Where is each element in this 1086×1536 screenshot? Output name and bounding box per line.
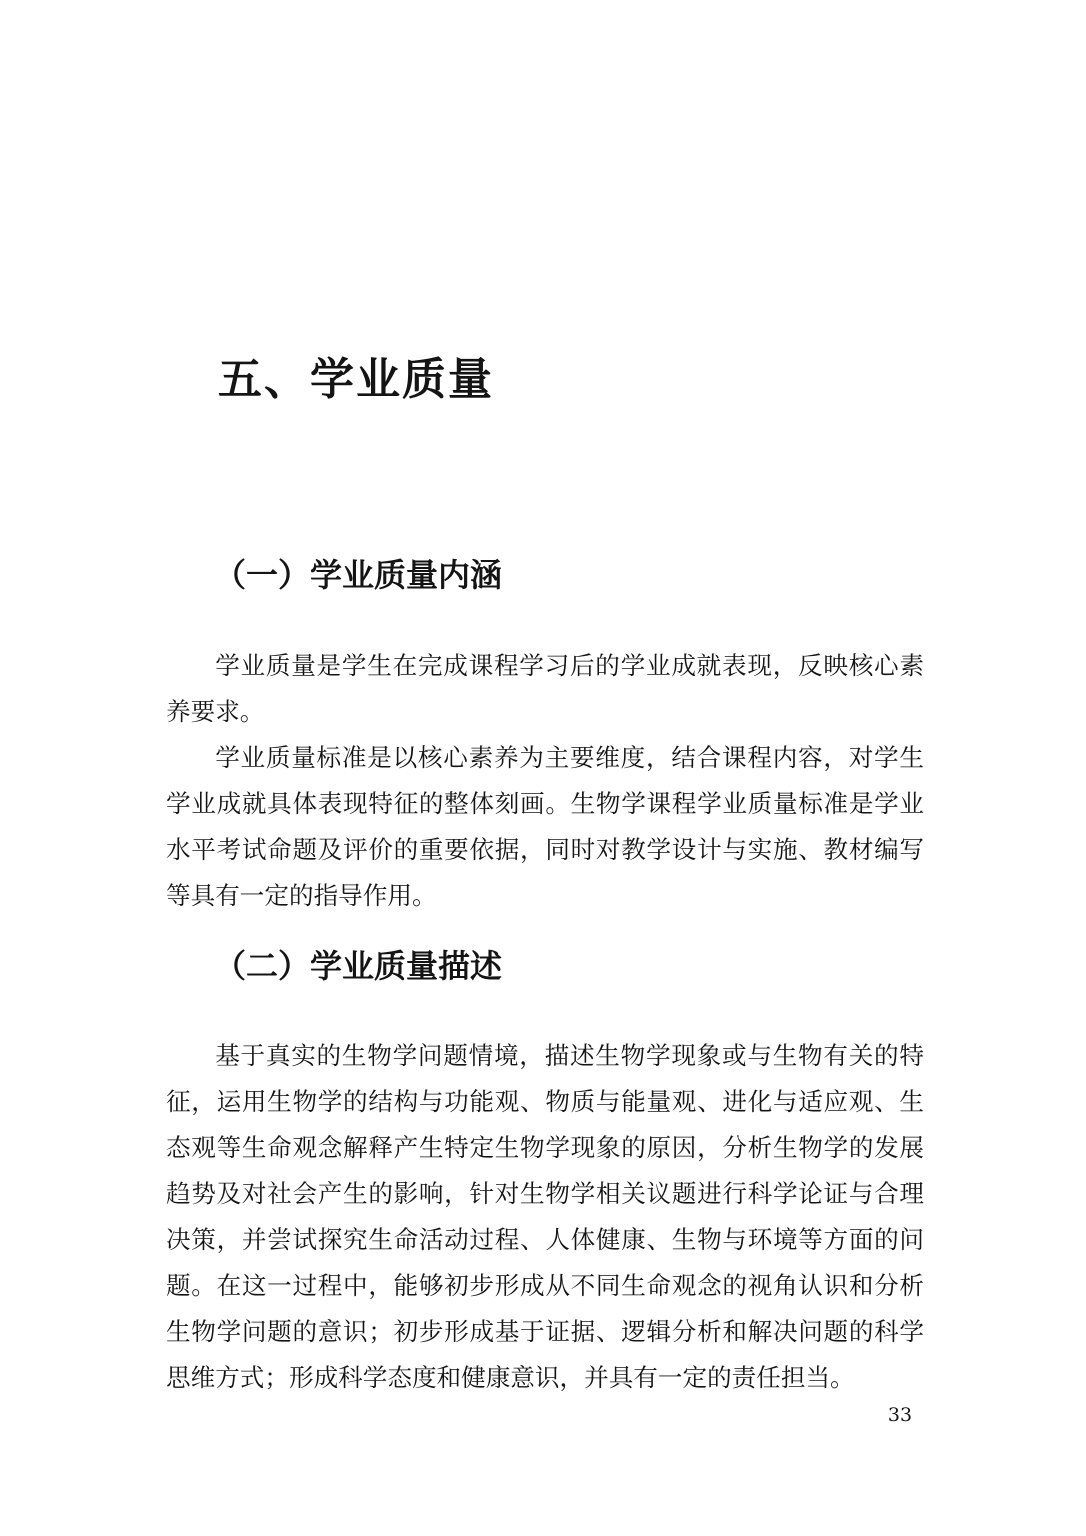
paragraph-quality-description: 基于真实的生物学问题情境，描述生物学现象或与生物有关的特征，运用生物学的结构与功能观、物质与能量观、进化与适应观、生态观等生命观念解释产生特定生物学现象的原因，分析生物学的发展趋势及对社会产生的影响，针对生物学相关议题进行科学论证与合理决策，并尝试探究生命活动过程、人体健康、生物与环境等方面的问题。在这一过程中，能够初步形成从不同生命观念的视角认识和分析生物学问题的意识；初步形成基于证据、逻辑分析和解决问题的科学思维方式；形成科学态度和健康意识，并具有一定的责任担当。	[166, 1041, 924, 1392]
paragraph-quality-standard: 学业质量标准是以核心素养为主要维度，结合课程内容，对学生学业成就具体表现特征的整体刻画。生物学课程学业质量标准是学业水平考试命题及评价的重要依据，同时对教学设计与实施、教材编写等具有一定的指导作用。	[166, 743, 924, 910]
page-number: 33	[887, 1404, 913, 1426]
paragraph-quality-definition: 学业质量是学生在完成课程学习后的学业成就表现，反映核心素养要求。	[166, 651, 924, 726]
chapter-title: 五、学业质量	[218, 354, 494, 405]
section-title-2: （二）学业质量描述	[214, 947, 503, 985]
section-title-1: （一）学业质量内涵	[214, 556, 503, 594]
